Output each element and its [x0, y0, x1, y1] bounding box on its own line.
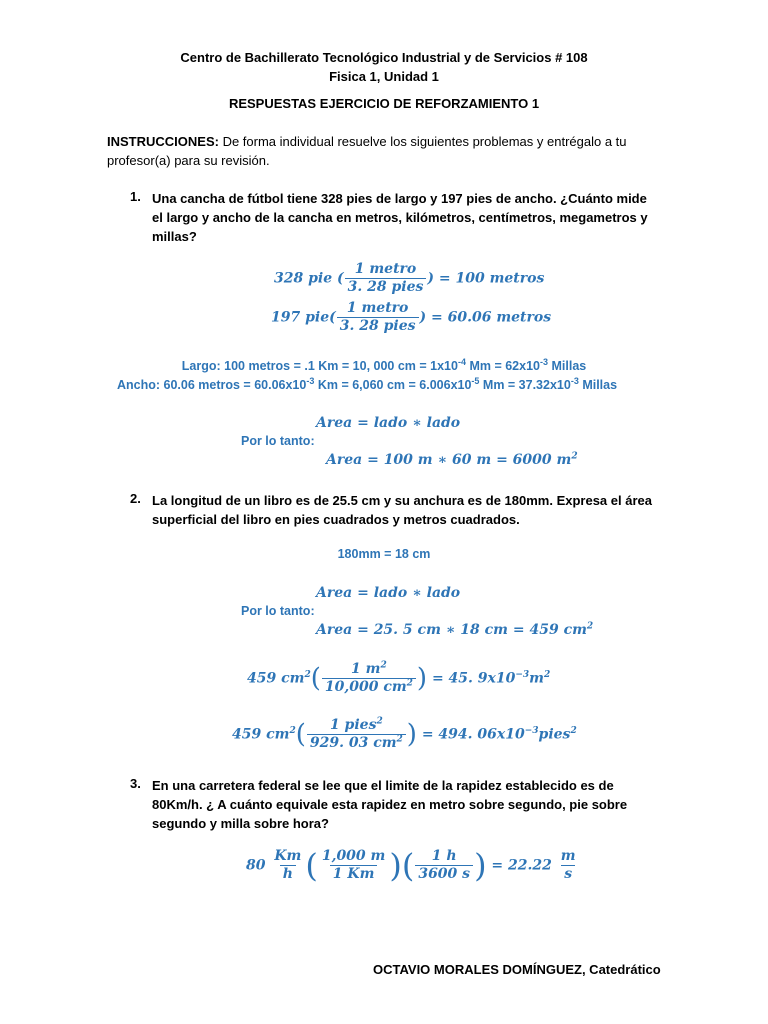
- problem-1-line-1: Una cancha de fútbol tiene 328 pies de largo y 197 pies de ancho. ¿Cuánto mide: [152, 191, 647, 206]
- exponent: 2: [586, 621, 594, 632]
- exponent: 2: [304, 669, 311, 680]
- numerator: 1 h: [431, 848, 457, 864]
- problem-1-number: 1.: [130, 189, 141, 204]
- fraction: [271, 848, 304, 883]
- problem-1-ancho-conversion: [117, 375, 618, 392]
- problem-3-statement: [152, 776, 672, 833]
- eq-text: 328 pie (: [274, 270, 344, 287]
- problem-2-number: 2.: [130, 491, 141, 506]
- problem-2-statement: [152, 491, 672, 529]
- open-paren: (: [310, 663, 321, 694]
- denominator: [307, 734, 406, 752]
- eq-text: = 494. 06x10: [416, 726, 525, 743]
- exponent: -4: [457, 356, 466, 367]
- fraction: [319, 848, 389, 883]
- text: 10,000 cm: [324, 679, 407, 695]
- problem-3-line-2: 80Km/h. ¿ A cuánto equivale esta rapidez en metro sobre segundo, pie sobre: [152, 797, 628, 812]
- exponent: 2: [571, 451, 578, 462]
- fraction: [337, 300, 419, 335]
- eq-text: Area = 100 m ∗ 60 m = 6000 m: [326, 452, 572, 468]
- exponent: 2: [380, 660, 387, 671]
- problem-2-line-2: superficial del libro en pies cuadrados y metros cuadrados.: [152, 512, 520, 527]
- denominator: 3600 s: [415, 865, 473, 883]
- eq-text: = 22.22: [491, 857, 552, 874]
- problem-1-area-result: [326, 452, 578, 468]
- text: Mm = 62x10: [465, 359, 540, 373]
- problem-2-area-formula: Area = lado ∗ lado: [316, 585, 461, 601]
- exponent: 2: [376, 716, 383, 727]
- instructions-label: INSTRUCCIONES:: [107, 134, 219, 149]
- problem-1-equation-1: [274, 261, 544, 296]
- close-paren: ): [406, 719, 417, 750]
- text: Ancho: 60.06 metros = 60.06x10: [117, 378, 307, 392]
- text: Km = 6,060 cm = 6.006x10: [314, 378, 472, 392]
- eq-text: m: [529, 670, 544, 687]
- problem-3-line-1: En una carretera federal se lee que el limite de la rapidez establecido es de: [152, 778, 614, 793]
- exponent: 2: [289, 725, 296, 736]
- eq-text: ) = 60.06 metros: [419, 309, 552, 326]
- subject-line: Fisica 1, Unidad 1: [329, 69, 439, 84]
- document-title: RESPUESTAS EJERCICIO DE REFORZAMIENTO 1: [228, 96, 540, 111]
- denominator: s: [561, 865, 575, 883]
- text: 1 pies: [329, 717, 377, 733]
- text: 929. 03 cm: [309, 735, 397, 751]
- exponent: −3: [515, 669, 530, 680]
- open-paren: (: [401, 846, 415, 885]
- exponent: -5: [471, 375, 480, 386]
- problem-3-number: 3.: [130, 776, 141, 791]
- exponent: -3: [570, 375, 579, 386]
- text: Millas: [578, 378, 618, 392]
- problem-1-statement: [152, 189, 672, 246]
- numerator: m: [560, 848, 576, 864]
- exponent: 2: [406, 678, 413, 689]
- exponent: 2: [544, 669, 551, 680]
- text: Largo: 100 metros = .1 Km = 10, 000 cm = 1x10: [181, 359, 458, 373]
- numerator: [348, 661, 390, 678]
- text: Mm = 37.32x10: [479, 378, 571, 392]
- eq-text: 459 cm: [247, 670, 305, 687]
- denominator: 3. 28 pies: [345, 278, 427, 296]
- eq-text: 459 cm: [232, 726, 290, 743]
- denominator: [322, 678, 416, 696]
- numerator: [327, 717, 386, 734]
- eq-text: pies: [538, 726, 571, 743]
- numerator: 1,000 m: [321, 848, 386, 864]
- exponent: 2: [570, 725, 577, 736]
- problem-2-area-result: [316, 622, 593, 638]
- eq-text: 197 pie(: [271, 309, 336, 326]
- numerator: 1 metro: [346, 300, 409, 316]
- text: 1 m: [351, 661, 381, 677]
- exponent: -3: [306, 375, 315, 386]
- problem-2-equation-2: [232, 717, 577, 752]
- problem-1-largo-conversion: [0, 356, 768, 373]
- fraction: [322, 661, 416, 696]
- problem-3-equation: [246, 848, 580, 883]
- problem-3-line-3: segundo y milla sobre hora?: [152, 816, 329, 831]
- instructions-text-2: profesor(a) para su revisión.: [107, 153, 270, 168]
- close-paren: ): [416, 663, 428, 694]
- fraction: [415, 848, 473, 883]
- eq-text: ) = 100 metros: [427, 270, 545, 287]
- open-paren: (: [305, 846, 318, 885]
- problem-1-line-3: millas?: [152, 229, 197, 244]
- problem-2-por-lo-tanto: Por lo tanto:: [241, 604, 315, 618]
- fraction: [307, 717, 406, 752]
- problem-1-area-formula: Area = lado ∗ lado: [316, 415, 461, 431]
- close-paren: ): [389, 846, 402, 885]
- denominator: h: [280, 865, 296, 883]
- problem-1-equation-2: [271, 300, 551, 335]
- instructions: [107, 132, 667, 170]
- open-paren: (: [295, 719, 306, 750]
- eq-text: Area = 25. 5 cm ∗ 18 cm = 459 cm: [316, 622, 587, 638]
- eq-text: = 45. 9x10: [427, 670, 516, 687]
- instructions-text-1: De forma individual resuelve los siguientes problemas y entrégalo a tu: [218, 134, 627, 149]
- exponent: 2: [396, 734, 403, 745]
- problem-2-line-1: La longitud de un libro es de 25.5 cm y su anchura es de 180mm. Expresa el área: [152, 493, 652, 508]
- numerator: 1 metro: [354, 261, 417, 277]
- problem-1-line-2: el largo y ancho de la cancha en metros, kilómetros, centímetros, megametros y: [152, 210, 648, 225]
- fraction: [558, 848, 579, 883]
- problem-2-equation-1: [247, 661, 550, 696]
- text: Millas: [548, 359, 587, 373]
- denominator: 3. 28 pies: [337, 317, 419, 335]
- school-name: Centro de Bachillerato Tecnológico Industrial y de Servicios # 108: [180, 50, 588, 65]
- numerator: Km: [274, 848, 302, 864]
- problem-1-por-lo-tanto: Por lo tanto:: [241, 434, 315, 448]
- exponent: −3: [524, 725, 539, 736]
- denominator: 1 Km: [330, 865, 378, 883]
- eq-text: 80: [246, 857, 266, 874]
- close-paren: ): [474, 846, 487, 885]
- exponent: -3: [540, 356, 549, 367]
- problem-2-conversion: 180mm = 18 cm: [337, 547, 431, 561]
- author-signature: OCTAVIO MORALES DOMÍNGUEZ, Catedrático: [373, 962, 661, 977]
- fraction: [345, 261, 427, 296]
